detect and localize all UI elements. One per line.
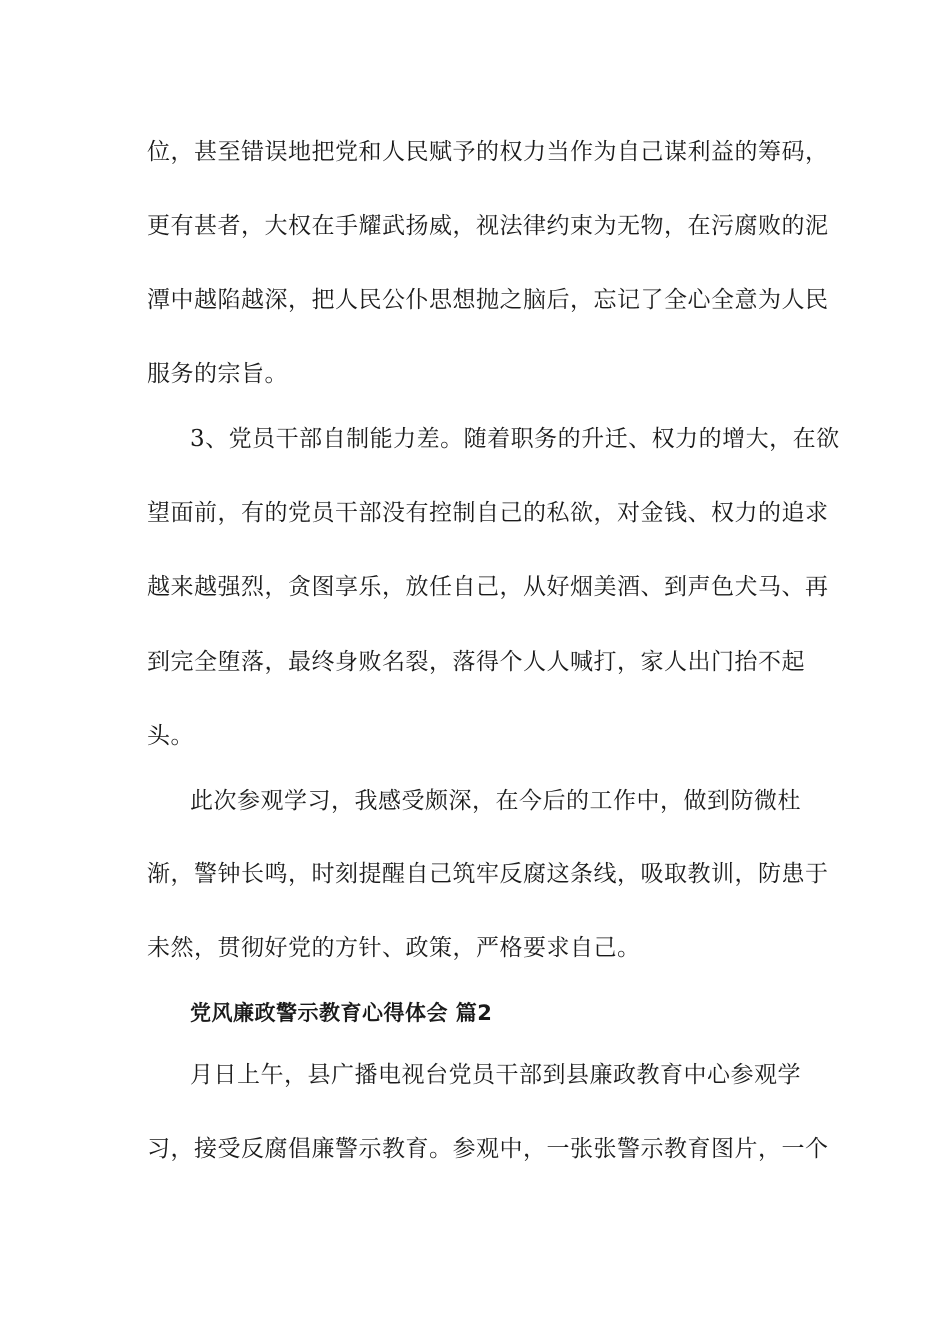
paragraph-line: 望面前，有的党员干部没有控制自己的私欲，对金钱、权力的追求: [147, 500, 829, 526]
paragraph-line: 渐，警钟长鸣，时刻提醒自己筑牢反腐这条线，吸取教训，防患于: [147, 861, 829, 887]
paragraph-line: 头。: [147, 723, 194, 749]
paragraph-line: 3、党员干部自制能力差。随着职务的升迁、权力的增大，在欲: [190, 426, 840, 452]
paragraph-line: 此次参观学习，我感受颇深，在今后的工作中，做到防微杜: [190, 788, 801, 814]
paragraph-line: 习，接受反腐倡廉警示教育。参观中，一张张警示教育图片，一个: [147, 1136, 829, 1162]
paragraph-line: 潭中越陷越深，把人民公仆思想抛之脑后，忘记了全心全意为人民: [147, 287, 829, 313]
paragraph-line: 服务的宗旨。: [147, 361, 288, 387]
paragraph-line: 越来越强烈，贪图享乐，放任自己，从好烟美酒、到声色犬马、再: [147, 574, 829, 600]
paragraph-line: 到完全堕落，最终身败名裂，落得个人人喊打，家人出门抬不起: [147, 649, 805, 675]
paragraph-line: 更有甚者，大权在手耀武扬威，视法律约束为无物，在污腐败的泥: [147, 213, 829, 239]
paragraph-line: 位，甚至错误地把党和人民赋予的权力当作为自己谋利益的筹码，: [147, 139, 829, 165]
paragraph-line: 未然，贯彻好党的方针、政策，严格要求自己。: [147, 935, 641, 961]
section-heading: 党风廉政警示教育心得体会 篇2: [190, 1001, 493, 1025]
paragraph-line: 月日上午，县广播电视台党员干部到县廉政教育中心参观学: [190, 1062, 801, 1088]
